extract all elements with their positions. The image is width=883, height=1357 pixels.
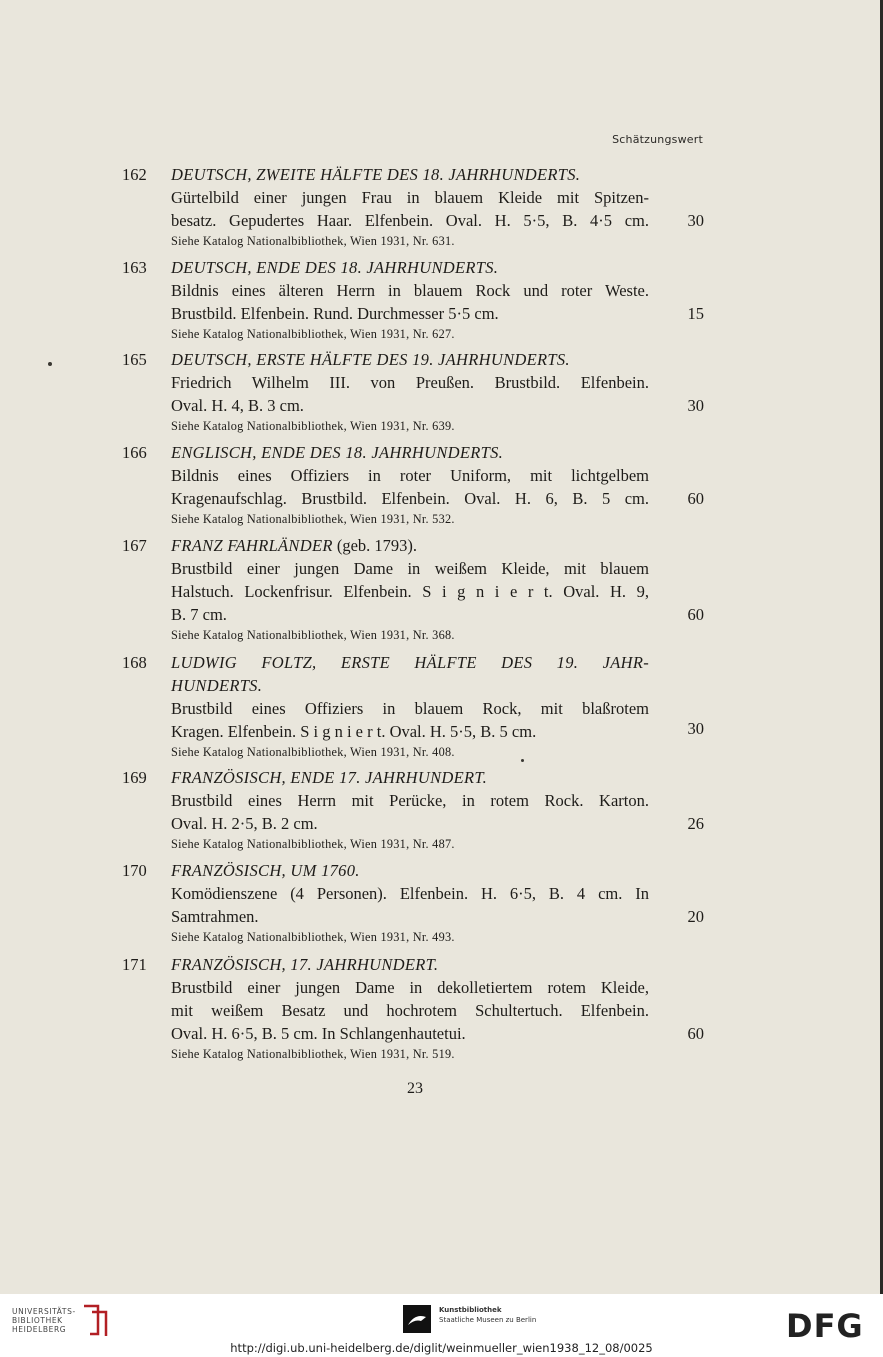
estimate-value: 60 bbox=[687, 489, 704, 508]
entry-line: Kragenaufschlag. Brustbild. Elfenbein. Oval. H. 6, B. 5 cm. bbox=[171, 489, 649, 508]
entry-title: DEUTSCH, ENDE DES 18. JAHRHUNDERTS. bbox=[171, 258, 499, 277]
entry-line: Oval. H. 4, B. 3 cm. bbox=[171, 396, 304, 415]
entry-reference: Siehe Katalog Nationalbibliothek, Wien 1931, Nr. 519. bbox=[171, 1047, 455, 1061]
entry-line: Oval. H. 6·5, B. 5 cm. In Schlangenhautetui. bbox=[171, 1024, 466, 1043]
entry-line: B. 7 cm. bbox=[171, 605, 227, 624]
estimate-value: 30 bbox=[687, 211, 704, 230]
lot-number: 169 bbox=[122, 768, 147, 787]
estimate-value: 20 bbox=[687, 907, 704, 926]
entry-title: FRANZ FAHRLÄNDER bbox=[171, 536, 333, 555]
entry-title: DEUTSCH, ERSTE HÄLFTE DES 19. JAHRHUNDERTS. bbox=[171, 350, 570, 369]
estimate-value: 30 bbox=[687, 719, 704, 738]
estimate-value: 60 bbox=[687, 605, 704, 624]
estimate-value: 15 bbox=[687, 304, 704, 323]
entry-title: DEUTSCH, ZWEITE HÄLFTE DES 18. JAHRHUNDERTS. bbox=[171, 165, 581, 184]
entry-title: ENGLISCH, ENDE DES 18. JAHRHUNDERTS. bbox=[171, 443, 504, 462]
source-url[interactable]: http://digi.ub.uni-heidelberg.de/diglit/weinmueller_wien1938_12_08/0025 bbox=[230, 1341, 653, 1355]
entry-reference: Siehe Katalog Nationalbibliothek, Wien 1931, Nr. 487. bbox=[171, 837, 455, 851]
lot-number: 162 bbox=[122, 165, 147, 184]
margin-mark bbox=[48, 362, 52, 366]
entry-title-line2: HUNDERTS. bbox=[171, 676, 263, 695]
entry-line: Samtrahmen. bbox=[171, 907, 259, 926]
entry-title: LUDWIG FOLTZ, ERSTE HÄLFTE DES 19. JAHR- bbox=[171, 653, 649, 672]
entry-reference: Siehe Katalog Nationalbibliothek, Wien 1931, Nr. 631. bbox=[171, 234, 455, 248]
entry-title-suffix: (geb. 1793). bbox=[332, 536, 418, 555]
lot-number: 170 bbox=[122, 861, 147, 880]
entry-reference: Siehe Katalog Nationalbibliothek, Wien 1931, Nr. 408. bbox=[171, 745, 455, 759]
entry-line: Brustbild eines Offiziers in blauem Rock, mit blaßrotem bbox=[171, 699, 649, 718]
page-number: 23 bbox=[407, 1080, 423, 1097]
dfg-logo: DFG bbox=[786, 1307, 864, 1345]
entry-line: Brustbild. Elfenbein. Rund. Durchmesser 5·5 cm. bbox=[171, 304, 499, 323]
entry-title: FRANZÖSISCH, UM 1760. bbox=[171, 861, 360, 880]
estimate-value: 26 bbox=[687, 814, 704, 833]
kunstbibliothek-label: Kunstbibliothek Staatliche Museen zu Berlin bbox=[439, 1306, 537, 1324]
entry-line: Kragen. Elfenbein. S i g n i e r t. Oval. H. 5·5, B. 5 cm. bbox=[171, 722, 537, 741]
entry-line: Bildnis eines älteren Herrn in blauem Rock und roter Weste. bbox=[171, 281, 649, 300]
entry-line: besatz. Gepudertes Haar. Elfenbein. Oval. H. 5·5, B. 4·5 cm. bbox=[171, 211, 649, 230]
university-label: UNIVERSITÄTS- BIBLIOTHEK HEIDELBERG bbox=[12, 1307, 76, 1334]
entry-line: Gürtelbild einer jungen Frau in blauem Kleide mit Spitzen- bbox=[171, 188, 649, 207]
entry-reference: Siehe Katalog Nationalbibliothek, Wien 1931, Nr. 639. bbox=[171, 419, 455, 433]
lot-number: 171 bbox=[122, 955, 147, 974]
entry-line: Friedrich Wilhelm III. von Preußen. Brustbild. Elfenbein. bbox=[171, 373, 649, 392]
entry-reference: Siehe Katalog Nationalbibliothek, Wien 1931, Nr. 493. bbox=[171, 930, 455, 944]
entry-line: Halstuch. Lockenfrisur. Elfenbein. S i g n i e r t. Oval. H. 9, bbox=[171, 582, 649, 601]
entry-line: Brustbild eines Herrn mit Perücke, in rotem Rock. Karton. bbox=[171, 791, 649, 810]
entry-title: FRANZÖSISCH, ENDE 17. JAHRHUNDERT. bbox=[171, 768, 488, 787]
entry-reference: Siehe Katalog Nationalbibliothek, Wien 1931, Nr. 368. bbox=[171, 628, 455, 642]
lot-number: 168 bbox=[122, 653, 147, 672]
entry-reference: Siehe Katalog Nationalbibliothek, Wien 1931, Nr. 627. bbox=[171, 327, 455, 341]
estimate-value: 30 bbox=[687, 396, 704, 415]
entry-line: Brustbild einer jungen Dame in dekolletiertem rotem Kleide, bbox=[171, 978, 649, 997]
entry-title: FRANZÖSISCH, 17. JAHRHUNDERT. bbox=[171, 955, 439, 974]
entry-line: Komödienszene (4 Personen). Elfenbein. H. 6·5, B. 4 cm. In bbox=[171, 884, 649, 903]
kunstbibliothek-logo-icon bbox=[403, 1305, 431, 1333]
lot-number: 166 bbox=[122, 443, 147, 462]
entry-line: Oval. H. 2·5, B. 2 cm. bbox=[171, 814, 318, 833]
ink-speck bbox=[521, 759, 524, 762]
footer-bar bbox=[0, 1294, 883, 1357]
estimate-value: 60 bbox=[687, 1024, 704, 1043]
entry-line: mit weißem Besatz und hochrotem Schultertuch. Elfenbein. bbox=[171, 1001, 649, 1020]
entry-reference: Siehe Katalog Nationalbibliothek, Wien 1931, Nr. 532. bbox=[171, 512, 455, 526]
column-header: Schätzungswert bbox=[612, 133, 703, 146]
lot-number: 165 bbox=[122, 350, 147, 369]
entry-line: Brustbild einer jungen Dame in weißem Kleide, mit blauem bbox=[171, 559, 649, 578]
lot-number: 163 bbox=[122, 258, 147, 277]
entry-line: Bildnis eines Offiziers in roter Uniform, mit lichtgelbem bbox=[171, 466, 649, 485]
lot-number: 167 bbox=[122, 536, 147, 555]
university-logo-icon bbox=[80, 1302, 108, 1338]
